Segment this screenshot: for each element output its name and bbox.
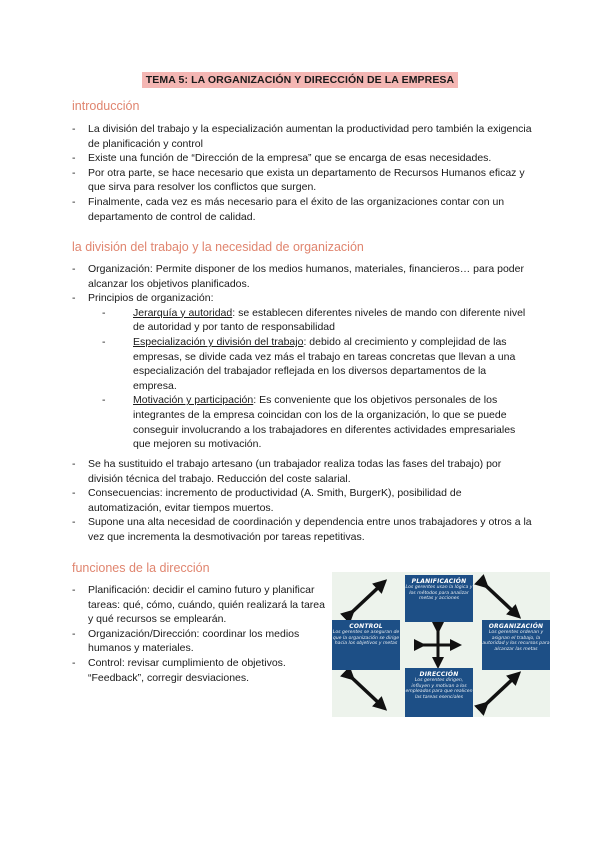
list-item: - Finalmente, cada vez es más necesario para el éxito de las organizaciones contar con un departamento de control de calidad. — [72, 195, 532, 224]
list-item: - Por otra parte, se hace necesario que exista un departamento de Recursos Humanos eficaz y que sirva para resolver los conflictos que surgen. — [72, 166, 532, 195]
diagram-box-organizacion — [482, 620, 550, 670]
principle-term: Jerarquía y autoridad — [133, 306, 233, 319]
division-list — [72, 262, 532, 452]
principles-list — [102, 306, 532, 452]
box-description: Los gerentes usan la lógica y los métodos para analizar metas y acciones — [405, 585, 473, 602]
arrow-top-right — [484, 584, 516, 614]
principle-item — [102, 306, 532, 335]
list-item — [72, 291, 532, 452]
box-title: CONTROL — [349, 623, 383, 630]
principle-item — [102, 335, 532, 393]
diagram-box-control — [332, 620, 400, 670]
principle-text: : se establecen diferentes niveles de mando con diferente nivel de autoridad y por tanto de responsabilidad — [133, 306, 526, 334]
principle-text: : debido al crecimiento y complejidad de las empresas, se divide cada vez más el trabajo en tareas concretas que llevan a una especialización del trabajador reflejada en los diversos departamentos de la empresa. — [133, 335, 516, 392]
management-functions-diagram — [332, 572, 550, 717]
diagram-box-direccion — [405, 668, 473, 717]
list-item: - La división del trabajo y la especialización aumentan la productividad pero también la exigencia de planificación y control — [72, 122, 532, 151]
box-title: ORGANIZACIÓN — [488, 623, 544, 630]
list-item: - Control: revisar cumplimiento de objetivos. “Feedback”, corregir desviaciones. — [72, 656, 328, 685]
arrow-top-left — [350, 584, 382, 614]
list-item: - Organización: Permite disponer de los medios humanos, materiales, financieros… para poder alcanzar los objetivos planificados. — [72, 262, 532, 291]
arrow-bottom-right — [484, 676, 516, 706]
box-title: PLANIFICACIÓN — [411, 578, 467, 585]
list-item: - Supone una alta necesidad de coordinación y dependencia entre unos trabajadores y otros a la vez que incrementa la desmotivación por tareas repetitivas. — [72, 515, 532, 544]
functions-list — [72, 583, 328, 685]
division-list-2 — [72, 457, 532, 545]
box-description: Los gerentes se aseguran de que la organización se dirige hacia los objetivos y metas — [332, 630, 400, 647]
section-heading-intro: introducción — [72, 99, 140, 113]
principles-label: Principios de organización: — [88, 292, 214, 305]
principle-term: Especialización y división del trabajo — [133, 335, 304, 348]
diagram-box-planificacion — [405, 575, 473, 622]
list-item: - Consecuencias: incremento de productividad (A. Smith, BurgerK), posibilidad de automatización, evitar tiempos muertos. — [72, 486, 532, 515]
section-heading-division: la división del trabajo y la necesidad de organización — [72, 240, 364, 254]
list-item: - Existe una función de “Dirección de la empresa” que se encarga de esas necesidades. — [72, 151, 532, 166]
intro-list — [72, 122, 532, 224]
box-description: Los gerentes ordenan y asignan el trabajo, la autoridad y los recursos para alcanzar las metas — [482, 630, 550, 652]
list-item: - Planificación: decidir el camino futuro y planificar tareas: qué, cómo, cuándo, quién realizará la tarea y qué recursos se emplearán. — [72, 583, 328, 627]
list-item: - Se ha sustituido el trabajo artesano (un trabajador realiza todas las fases del trabajo) por división técnica del trabajo. Reducción del coste salarial. — [72, 457, 532, 486]
arrow-bottom-left — [350, 676, 382, 706]
list-item: - Organización/Dirección: coordinar los medios humanos y materiales. — [72, 627, 328, 656]
page-title: TEMA 5: LA ORGANIZACIÓN Y DIRECCIÓN DE LA EMPRESA — [142, 72, 458, 88]
principle-term: Motivación y participación — [133, 394, 254, 407]
principle-text: : Es conveniente que los objetivos personales de los integrantes de la empresa coincidan con los de la organización, lo que se puede conseguir involucrando a los trabajadores en diferentes actividades empresariales que mejoren su motivación. — [133, 394, 516, 451]
box-description: Los gerentes dirigen, influyen y motivan a los empleados para que realicen las tareas esenciales — [405, 678, 473, 700]
section-heading-functions: funciones de la dirección — [72, 561, 210, 575]
box-title: DIRECCIÓN — [419, 671, 459, 678]
principle-item — [102, 393, 532, 451]
